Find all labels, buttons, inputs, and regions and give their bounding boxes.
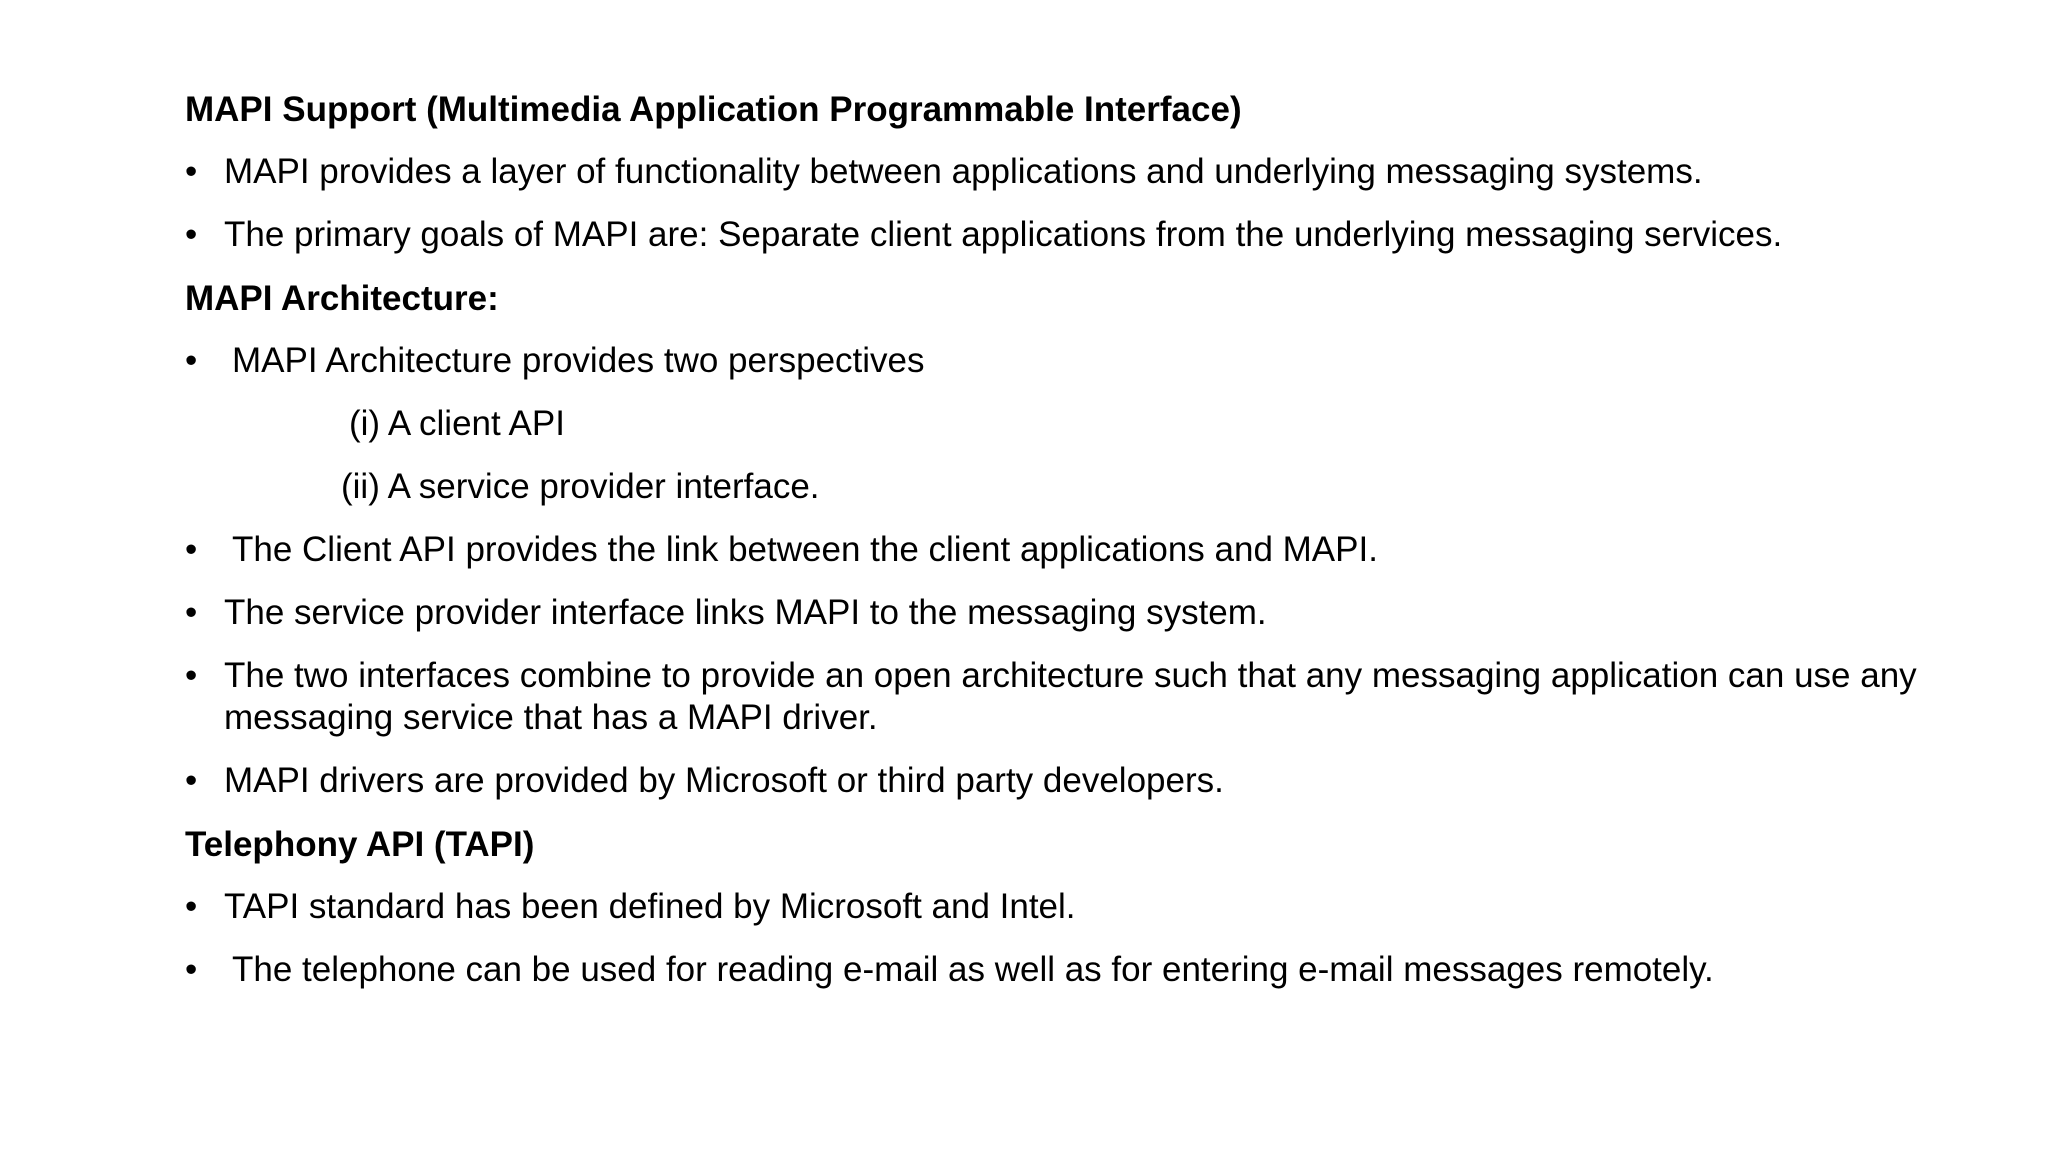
section-heading-mapi-support: MAPI Support (Multimedia Application Programmable Interface) [185,90,1242,129]
bullet-item [185,655,1945,739]
bullet-item [185,340,1945,382]
section-heading-tapi: Telephony API (TAPI) [185,825,535,864]
bullet-item [185,592,1945,634]
bullet-icon: • [185,950,198,989]
slide-content [185,88,1945,1012]
bullet-icon: • [185,215,198,254]
bullet-text: TAPI standard has been defined by Microsoft and Intel. [224,887,1076,926]
bullet-text: MAPI Architecture provides two perspectives [232,341,925,380]
bullet-text: MAPI drivers are provided by Microsoft or third party developers. [224,761,1224,800]
bullet-icon: • [185,887,198,926]
bullet-icon: • [185,593,198,632]
bullet-text: The telephone can be used for reading e-mail as well as for entering e-mail messages remotely. [232,950,1714,989]
bullet-item [185,151,1945,193]
bullet-text: The Client API provides the link between the client applications and MAPI. [232,530,1378,569]
sub-list-item: (ii) A service provider interface. [341,467,820,506]
section-heading-mapi-architecture: MAPI Architecture: [185,279,499,318]
bullet-icon: • [185,761,198,800]
bullet-text: The service provider interface links MAPI to the messaging system. [224,593,1267,632]
bullet-text: The two interfaces combine to provide an open architecture such that any messaging application can use any messaging service that has a MAPI driver. [224,656,1917,737]
bullet-item [185,886,1945,928]
bullet-icon: • [185,341,198,380]
bullet-icon: • [185,530,198,569]
bullet-text: MAPI provides a layer of functionality between applications and underlying messaging systems. [224,152,1703,191]
bullet-icon: • [185,656,198,695]
bullet-item [185,214,1945,256]
bullet-item [185,760,1945,802]
bullet-text: The primary goals of MAPI are: Separate client applications from the underlying messaging services. [224,215,1783,254]
bullet-item [185,529,1945,571]
sub-list-item: (i) A client API [349,404,565,443]
bullet-item [185,949,1945,991]
bullet-icon: • [185,152,198,191]
